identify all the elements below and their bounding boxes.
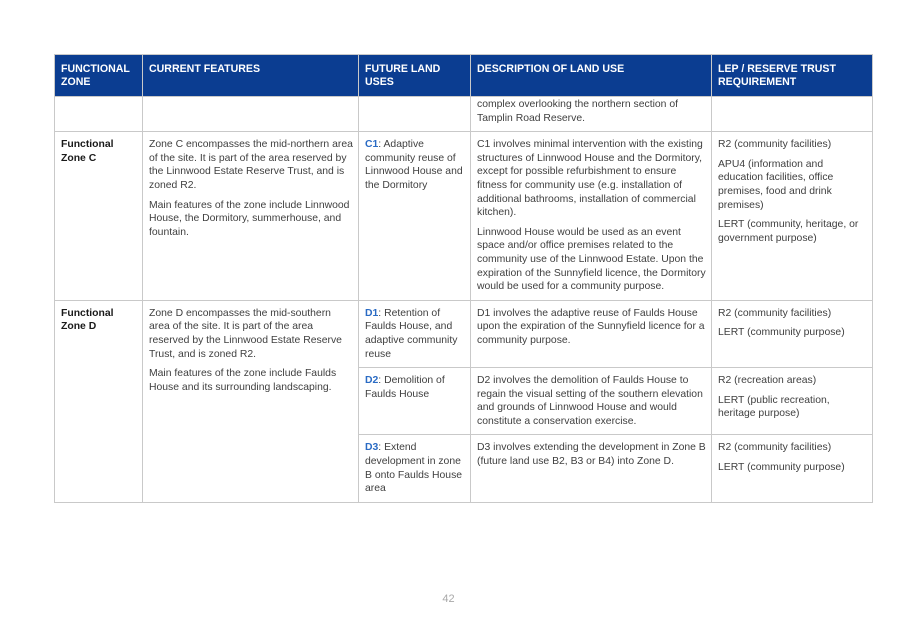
features-text: Zone D encompasses the mid-southern area of the site. It is part of the area reserved by the Linnwood Estate Reserve Trust, and is zoned R2. <box>149 307 342 360</box>
header-lep-requirement: LEP / RESERVE TRUST REQUIREMENT <box>712 55 873 97</box>
cell-future-use <box>359 132 471 301</box>
cell-requirement <box>712 132 873 301</box>
requirement-text: APU4 (information and education facilities, office premises, food and drink premises) <box>718 158 834 211</box>
table-header-row <box>55 55 873 97</box>
requirement-text: R2 (community facilities) <box>718 139 832 151</box>
requirement-text: LERT (public recreation, heritage purpose) <box>718 394 830 420</box>
features-text: Zone C encompasses the mid-northern area of the site. It is part of the area reserved by the Linnwood Estate Reserve Trust, and is zoned R2. <box>149 139 353 191</box>
description-text: D1 involves the adaptive reuse of Faulds House upon the expiration of the Sunnyfield licence for a community purpose. <box>477 307 705 346</box>
requirement-text: LERT (community purpose) <box>718 327 845 339</box>
header-description: DESCRIPTION OF LAND USE <box>471 55 712 97</box>
cell-empty <box>143 97 359 132</box>
header-current-features: CURRENT FEATURES <box>143 55 359 97</box>
features-text: Main features of the zone include Faulds House and its surrounding landscaping. <box>149 368 337 393</box>
use-code: D3 <box>365 442 379 454</box>
cell-future-use <box>359 300 471 367</box>
table-row <box>55 132 873 301</box>
description-text: D2 involves the demolition of Faulds House to regain the visual setting of the southern elevation and grounds of Linnwood House and would constitute a conservation exercise. <box>477 375 703 427</box>
use-label: : Demolition of Faulds House <box>365 375 445 400</box>
zone-name: Functional Zone C <box>61 139 114 164</box>
cell-requirement <box>712 435 873 502</box>
requirement-text: R2 (recreation areas) <box>718 375 817 387</box>
cell-future-use <box>359 435 471 502</box>
cell-current-features <box>143 132 359 301</box>
cell-empty <box>55 97 143 132</box>
header-future-land-uses: FUTURE LAND USES <box>359 55 471 97</box>
description-text: complex overlooking the northern section of Tamplin Road Reserve. <box>477 99 678 124</box>
table-row <box>55 97 873 132</box>
cell-requirement <box>712 300 873 367</box>
zone-name: Functional Zone D <box>61 307 114 333</box>
use-label: : Adaptive community reuse of Linnwood House and the Dormitory <box>365 139 463 191</box>
use-code: D1 <box>365 307 379 319</box>
cell-description <box>471 97 712 132</box>
cell-empty <box>712 97 873 132</box>
description-text: C1 involves minimal intervention with the existing structures of Linnwood House and the Dormitory, except for possible refurbishment to ensure fitness for community use (e.g. installation of additional bathrooms, installation of commercial kitchen). <box>477 139 703 219</box>
land-use-table <box>54 54 873 503</box>
use-label: : Extend development in zone B onto Faulds House area <box>365 442 463 495</box>
cell-future-use <box>359 368 471 435</box>
requirement-text: R2 (community facilities) <box>718 307 832 319</box>
use-code: D2 <box>365 375 379 387</box>
header-functional-zone: FUNCTIONAL ZONE <box>55 55 143 97</box>
cell-description <box>471 435 712 502</box>
description-text: Linnwood House would be used as an event space and/or office premises related to the community use of the Linnwood Estate. Upon the expiration of the Sunnyfield licence, the Dormitory would be used for a community purpose. <box>477 226 706 293</box>
cell-description <box>471 368 712 435</box>
cell-description <box>471 300 712 367</box>
page-number: 42 <box>442 593 455 605</box>
features-text: Main features of the zone include Linnwood House, the Dormitory, summerhouse, and fountain. <box>149 199 350 238</box>
requirement-text: R2 (community facilities) <box>718 442 832 454</box>
cell-zone-name <box>55 300 143 502</box>
use-label: : Retention of Faulds House, and adaptive community reuse <box>365 307 458 360</box>
table-row <box>55 300 873 367</box>
use-code: C1 <box>365 139 379 151</box>
cell-requirement <box>712 368 873 435</box>
cell-description <box>471 132 712 301</box>
cell-zone-name <box>55 132 143 301</box>
requirement-text: LERT (community, heritage, or government purpose) <box>718 219 859 244</box>
cell-current-features <box>143 300 359 502</box>
cell-empty <box>359 97 471 132</box>
description-text: D3 involves extending the development in Zone B (future land use B2, B3 or B4) into Zone D. <box>477 442 706 468</box>
requirement-text: LERT (community purpose) <box>718 462 845 474</box>
